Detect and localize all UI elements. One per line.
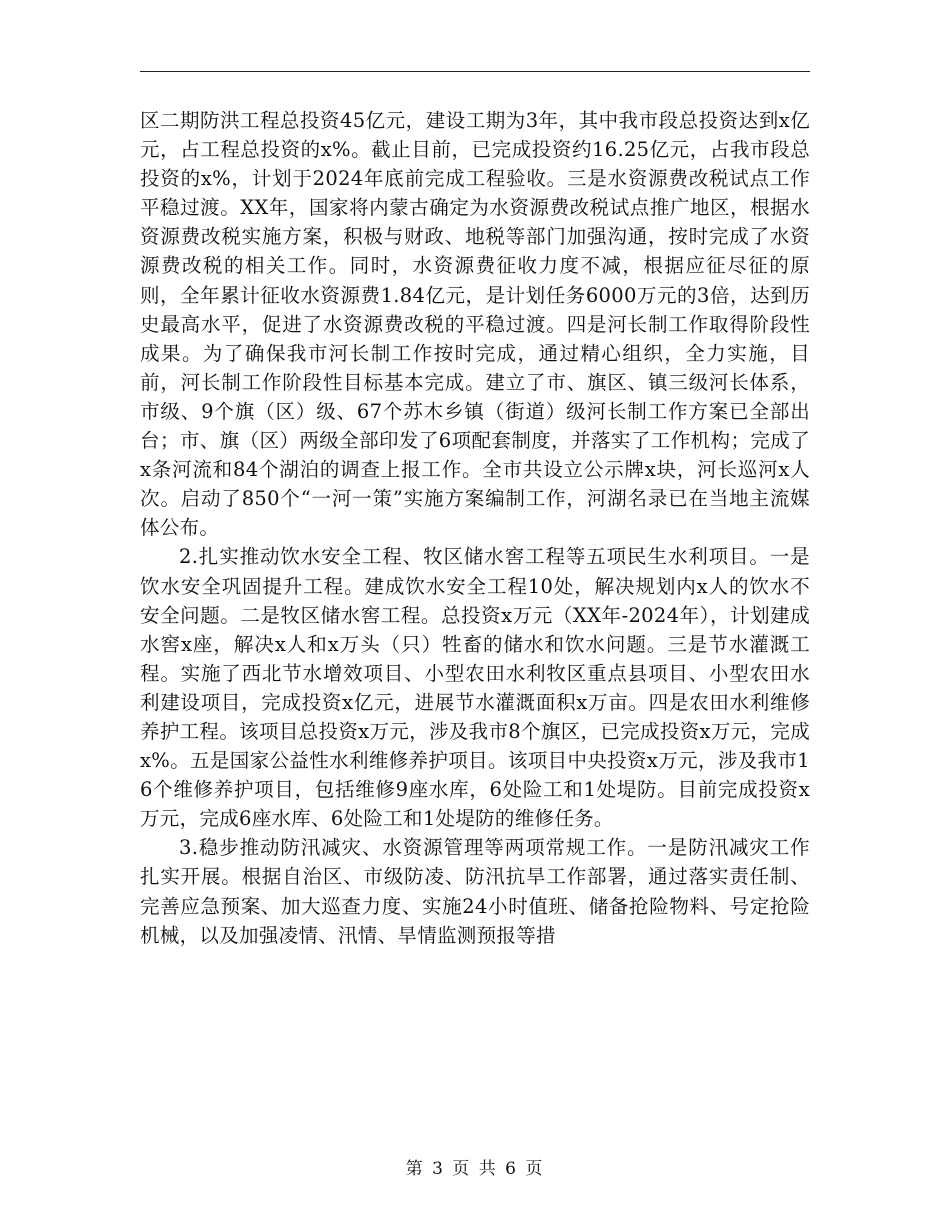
header-rule [140,71,810,72]
document-body [140,106,810,950]
paragraph-item-3: 3.稳步推动防汛减灾、水资源管理等两项常规工作。一是防汛减灾工作扎实开展。根据自治区、市级防凌、防汛抗旱工作部署，通过落实责任制、完善应急预案、加大巡查力度、实施24小时值班、储备抢险物料、号定抢险机械，以及加强凌情、汛情、旱情监测预报等措 [140,836,810,947]
page-footer: 第 3 页 共 6 页 [405,1159,545,1179]
paragraph-continuation: 区二期防洪工程总投资45亿元，建设工期为3年，其中我市段总投资达到x亿元，占工程总投资的x%。截止目前，已完成投资约16.25亿元，占我市段总投资的x%，计划于2024年底前完成工程验收。三是水资源费改税试点工作平稳过渡。XX年，国家将内蒙古确定为水资源费改税试点推广地区，根据水资源费改税实施方案，积极与财政、地税等部门加强沟通，按时完成了水资源费改税的相关工作。同时，水资源费征收力度不减，根据应征尽征的原则，全年累计征收水资源费1.84亿元，是计划任务6000万元的3倍，达到历史最高水平，促进了水资源费改税的平稳过渡。四是河长制工作取得阶段性成果。为了确保我市河长制工作按时完成，通过精心组织，全力实施，目前，河长制工作阶段性目标基本完成。建立了市、旗区、镇三级河长体系，市级、9个旗（区）级、67个苏木乡镇（街道）级河长制工作方案已全部出台；市、旗（区）两级全部印发了6项配套制度，并落实了工作机构；完成了x条河流和84个湖泊的调查上报工作。全市共设立公示牌x块，河长巡河x人次。启动了850个“一河一策”实施方案编制工作，河湖名录已在当地主流媒体公布。 [140,109,810,540]
paragraph-item-2: 2.扎实推动饮水安全工程、牧区储水窖工程等五项民生水利项目。一是饮水安全巩固提升工程。建成饮水安全工程10处，解决规划内x人的饮水不安全问题。二是牧区储水窖工程。总投资x万元（XX年-2024年），计划建成水窖x座，解决x人和x万头（只）牲畜的储水和饮水问题。三是节水灌溉工程。实施了西北节水增效项目、小型农田水利牧区重点县项目、小型农田水利建设项目，完成投资x亿元，进展节水灌溉面积x万亩。四是农田水利维修养护工程。该项目总投资x万元，涉及我市8个旗区，已完成投资x万元，完成x%。五是国家公益性水利维修养护项目。该项目中央投资x万元，涉及我市16个维修养护项目，包括维修9座水库，6处险工和1处堤防。目前完成投资x万元，完成6座水库、6处险工和1处堤防的维修任务。 [140,545,810,831]
